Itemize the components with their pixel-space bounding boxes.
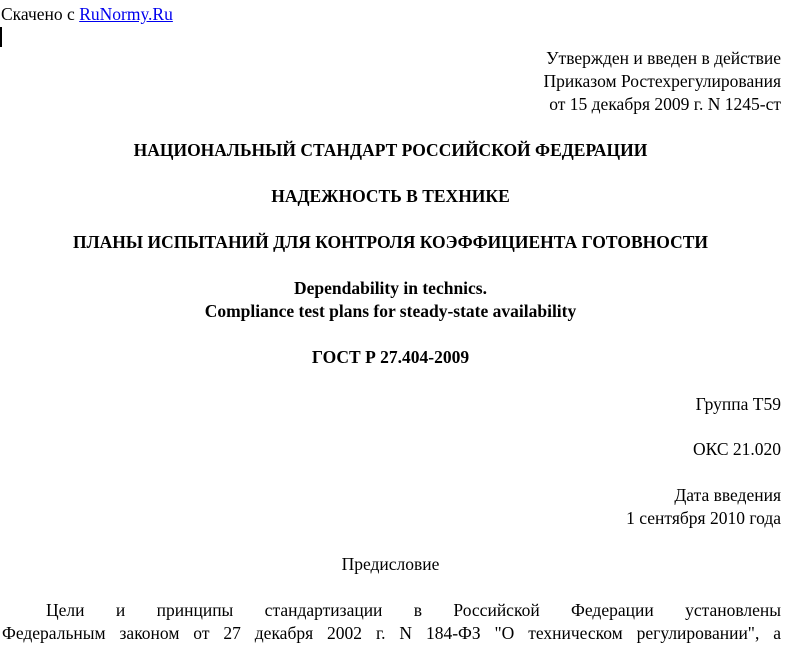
foreword-heading: Предисловие	[341, 554, 440, 574]
foreword-line-1: Цели и принципы стандартизации в Российской Федерации установлены	[46, 600, 781, 620]
download-source-line	[1, 3, 173, 26]
approval-line-3: от 15 декабря 2009 г. N 1245-ст	[549, 94, 781, 114]
subject-title: НАДЕЖНОСТЬ В ТЕХНИКЕ	[271, 186, 510, 206]
intro-date-value: 1 сентября 2010 года	[626, 508, 781, 528]
text-cursor	[0, 27, 2, 47]
group-label: Группа Т59	[695, 394, 781, 414]
oks-label: ОКС 21.020	[692, 439, 781, 459]
approval-line-2: Приказом Ростехрегулирования	[543, 71, 781, 91]
download-source-prefix: Скачено с	[1, 4, 80, 24]
english-title-line-1: Dependability in technics.	[293, 278, 487, 298]
intro-date-label: Дата введения	[674, 485, 781, 505]
approval-block	[544, 47, 781, 116]
standard-name-title: ПЛАНЫ ИСПЫТАНИЙ ДЛЯ КОНТРОЛЯ КОЭФФИЦИЕНТА ГОТОВНОСТИ	[73, 232, 708, 252]
standard-code: ГОСТ Р 27.404-2009	[311, 347, 470, 367]
foreword-line-2: Федеральным законом от 27 декабря 2002 г. N 184-ФЗ "О техническом регулировании", а	[2, 623, 781, 643]
english-title-line-2: Compliance test plans for steady-state availability	[204, 301, 577, 321]
runormy-link[interactable]: RuNormy.Ru	[79, 4, 173, 24]
national-standard-title: НАЦИОНАЛЬНЫЙ СТАНДАРТ РОССИЙСКОЙ ФЕДЕРАЦИИ	[133, 140, 648, 160]
approval-line-1: Утвержден и введен в действие	[546, 48, 781, 68]
intro-date-block	[626, 484, 781, 530]
